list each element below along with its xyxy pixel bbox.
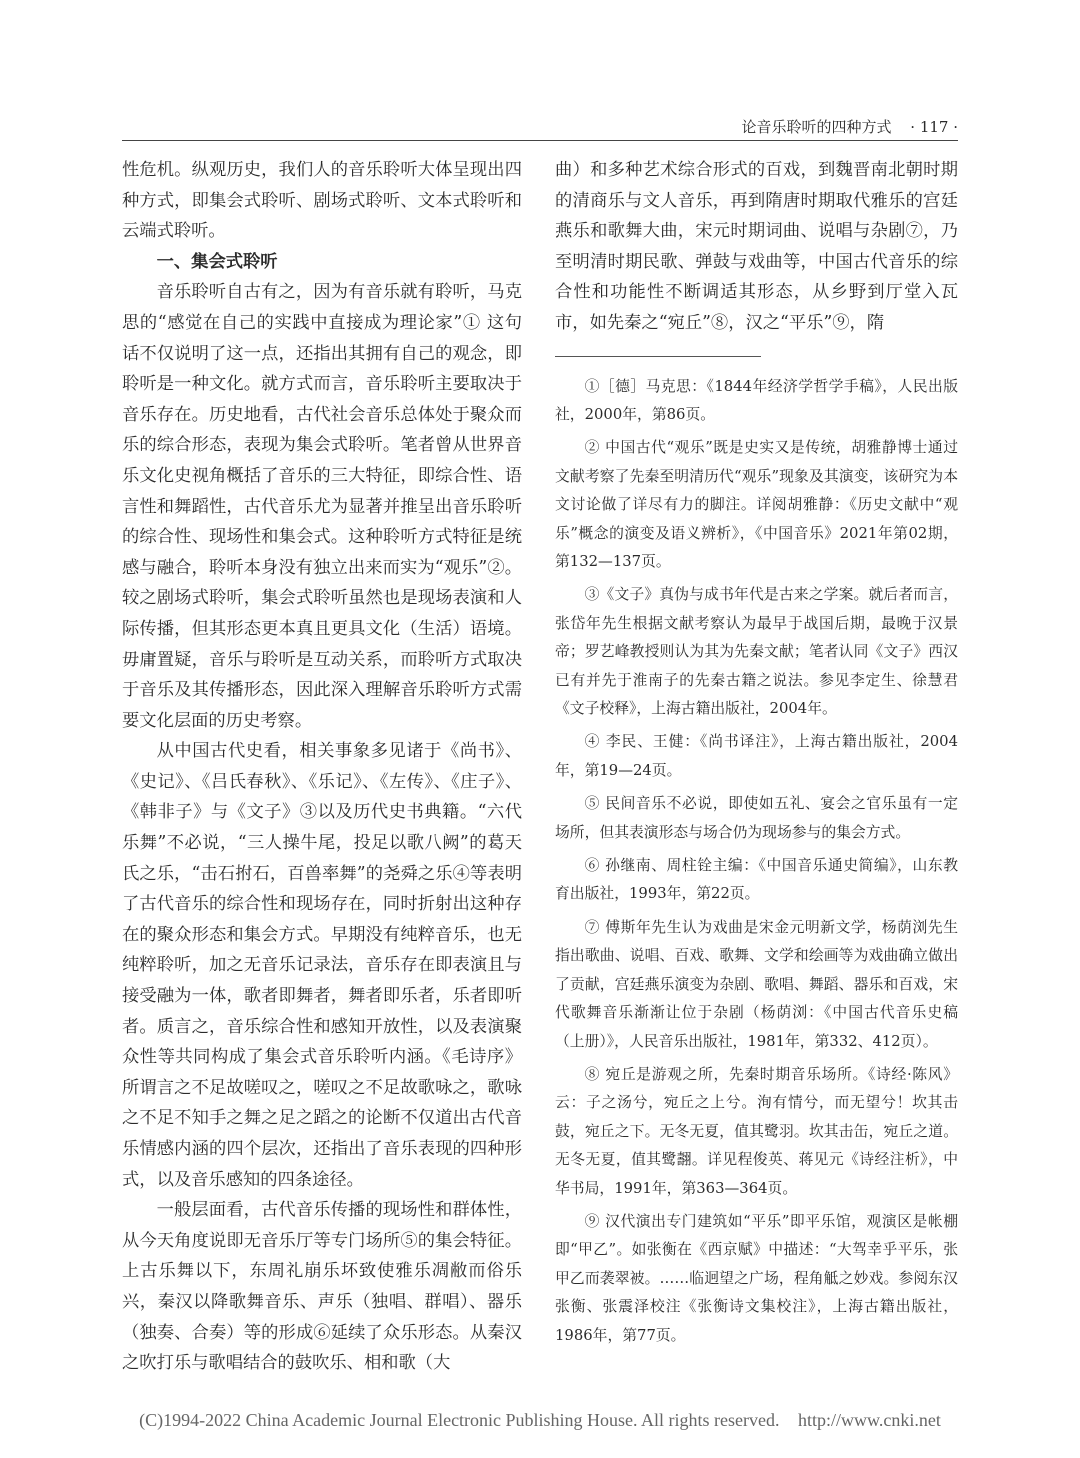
running-header — [122, 118, 958, 141]
footnote: ② 中国古代“观乐”既是史实又是传统，胡雅静博士通过文献考察了先秦至明清历代“观乐”现象及其演变，该研究为本文讨论做了详尽有力的脚注。详阅胡雅静：《历史文献中“观乐”概念的演变及语义辨析》，《中国音乐》2021年第02期，第132—137页。 — [555, 439, 958, 570]
right-column — [555, 155, 958, 1355]
footnote: ⑨ 汉代演出专门建筑如“平乐”即平乐馆，观演区是帐棚即“甲乙”。如张衡在《西京赋》中描述：“大驾幸乎平乐，张甲乙而袭翠被。……临迥望之广场，程角觝之妙戏。参阅东汉张衡、张震泽校注《张衡诗文集校注》，上海古籍出版社，1986年，第77页。 — [555, 1212, 958, 1344]
footnote: ⑥ 孙继南、周柱铨主编：《中国音乐通史简编》，山东教育出版社，1993年，第22页。 — [555, 857, 958, 903]
footnotes — [555, 373, 958, 1350]
body-paragraph: 音乐聆听自古有之，因为有音乐就有聆听，马克思的“感觉在自己的实践中直接成为理论家”① 这句话不仅说明了这一点，还指出其拥有自己的观念，即聆听是一种文化。就方式而言，音乐聆听主要取决于音乐存在。历史地看，古代社会音乐总体处于聚众而乐的综合形态，表现为集会式聆听。笔者曾从世界音乐文化史视角概括了音乐的三大特征，即综合性、语言性和舞蹈性，古代音乐尤为显著并推呈出音乐聆听的综合性、现场性和集会式。这种聆听方式特征是统感与融合，聆听本身没有独立出来而实为“观乐”②。较之剧场式聆听，集会式聆听虽然也是现场表演和人际传播，但其形态更本真且更具文化（生活）语境。毋庸置疑，音乐与聆听是互动关系，而聆听方式取决于音乐及其传播形态，因此深入理解音乐聆听方式需要文化层面的历史考察。 — [122, 282, 522, 731]
section-heading: 一、集会式聆听 — [156, 251, 278, 272]
footnote: ①［德］马克思：《1844年经济学哲学手稿》，人民出版社，2000年，第86页。 — [555, 377, 958, 423]
copyright-text: (C)1994-2022 China Academic Journal Electronic Publishing House. All rights reserved. — [139, 1410, 780, 1430]
body-paragraph: 曲）和多种艺术综合形式的百戏，到魏晋南北朝时期的清商乐与文人音乐，再到隋唐时期取代雅乐的宫廷燕乐和歌舞大曲，宋元时期词曲、说唱与杂剧⑦，乃至明清时期民歌、弹鼓与戏曲等，中国古代音乐的综合性和功能性不断调适其形态，从乡野到厅堂入瓦市，如先秦之“宛丘”⑧，汉之“平乐”⑨，隋 — [555, 160, 958, 333]
footnote: ④ 李民、王健：《尚书译注》，上海古籍出版社，2004年，第19—24页。 — [555, 733, 958, 779]
body-paragraph: 一般层面看，古代音乐传播的现场性和群体性，从今天角度说即无音乐厅等专门场所⑤的集会特征。上古乐舞以下，东周礼崩乐坏致使雅乐凋敝而俗乐兴，秦汉以降歌舞音乐、声乐（独唱、群唱）、器乐（独奏、合奏）等的形成⑥延续了众乐形态。从秦汉之吹打乐与歌唱结合的鼓吹乐、相和歌（大 — [122, 1200, 522, 1374]
page-number: · 117 · — [910, 118, 958, 136]
footnote: ⑤ 民间音乐不必说，即使如五礼、宴会之官乐虽有一定场所，但其表演形态与场合仍为现场参与的集会方式。 — [555, 795, 958, 841]
footnote: ⑦ 傅斯年先生认为戏曲是宋金元明新文学，杨荫浏先生指出歌曲、说唱、百戏、歌舞、文学和绘画等为戏曲确立做出了贡献，宫廷燕乐演变为杂剧、歌唱、舞蹈、器乐和百戏，宋代歌舞音乐渐渐让位于杂剧（杨荫浏：《中国古代音乐史稿（上册）》，人民音乐出版社，1981年，第332、412页）。 — [555, 918, 958, 1050]
body-paragraph: 性危机。纵观历史，我们人的音乐聆听大体呈现出四种方式，即集会式聆听、剧场式聆听、文本式聆听和云端式聆听。 — [122, 160, 522, 242]
body-paragraph: 从中国古代史看，相关事象多见诸于《尚书》、《史记》、《吕氏春秋》、《乐记》、《左传》、《庄子》、《韩非子》与《文子》③以及历代史书典籍。“六代乐舞”不必说，“三人操牛尾，投足以歌八阙”的葛天氏之乐，“击石拊石，百兽率舞”的尧舜之乐④等表明了古代音乐的综合性和现场存在，同时折射出这种存在的聚众形态和集会方式。早期没有纯粹音乐，也无纯粹聆听，加之无音乐记录法，音乐存在即表演且与接受融为一体，歌者即舞者，舞者即乐者，乐者即听者。质言之，音乐综合性和感知开放性，以及表演聚众性等共同构成了集会式音乐聆听内涵。《毛诗序》所谓言之不足故嗟叹之，嗟叹之不足故歌咏之，歌咏之不足不知手之舞之足之蹈之的论断不仅道出古代音乐情感内涵的四个层次，还指出了音乐表现的四种形式，以及音乐感知的四条途径。 — [122, 741, 522, 1190]
footnote: ⑧ 宛丘是游观之所，先秦时期音乐场所。《诗经·陈风》云：子之汤兮，宛丘之上兮。洵有情兮，而无望兮！坎其击鼓，宛丘之下。无冬无夏，值其鹭羽。坎其击缶，宛丘之道。无冬无夏，值其鹭翿。详见程俊英、蒋见元《诗经注析》，中华书局，1991年，第363—364页。 — [555, 1065, 958, 1197]
footnote-separator — [555, 356, 761, 357]
running-title: 论音乐聆听的四种方式 — [741, 118, 892, 136]
copyright-footer — [0, 1410, 1080, 1431]
left-column — [122, 155, 522, 1379]
footnote: ③《文子》真伪与成书年代是古来之学案。就后者而言，张岱年先生根据文献考察认为最早于战国后期，最晚于汉景帝；罗艺峰教授则认为其为先秦文献；笔者认同《文子》西汉已有并先于淮南子的先秦古籍之说法。参见李定生、徐慧君《文子校释》，上海古籍出版社，2004年。 — [555, 586, 958, 718]
footer-url: http://www.cnki.net — [798, 1410, 941, 1430]
